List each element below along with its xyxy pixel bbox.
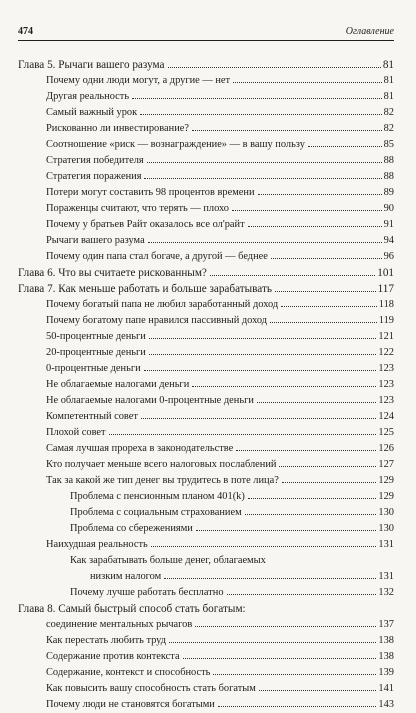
toc-entry — [18, 537, 394, 553]
toc-entry-title: Рычаги вашего разума — [46, 235, 145, 246]
toc-entry — [18, 617, 394, 633]
dot-leader — [258, 194, 382, 195]
toc-entry — [18, 201, 394, 217]
toc-entry-title: Стратегия победителя — [46, 155, 144, 166]
toc-entry-page: 89 — [383, 187, 394, 198]
toc-entry-page: 126 — [378, 443, 394, 454]
toc-entry-page: 141 — [378, 683, 394, 694]
section-title: Оглавление — [345, 26, 394, 37]
dot-leader — [236, 450, 376, 451]
toc-entry-page: 82 — [383, 123, 394, 134]
toc-entry — [18, 569, 394, 585]
toc-entry-title: 20-процентные деньги — [46, 347, 146, 358]
toc-entry — [18, 441, 394, 457]
toc-chapter — [18, 57, 394, 73]
toc-entry-title: Рискованно ли инвестирование? — [46, 123, 189, 134]
toc-entry-title: Самый важный урок — [46, 107, 138, 118]
toc-entry-page: 121 — [378, 331, 394, 342]
toc-entry — [18, 409, 394, 425]
toc-entry — [18, 89, 394, 105]
toc-entry-title: Содержание, контекст и способность — [46, 667, 211, 678]
toc-entry-page: 138 — [378, 651, 394, 662]
toc-entry-page: 101 — [377, 267, 394, 279]
toc-entry-page: 123 — [378, 395, 394, 406]
toc-entry-title: Как перестать любить труд — [46, 635, 167, 646]
toc-entry — [18, 361, 394, 377]
toc-entry — [18, 489, 394, 505]
toc-entry-page: 124 — [378, 411, 394, 422]
toc-entry-page: 123 — [378, 379, 394, 390]
toc-entry-title: Почему одни люди могут, а другие — нет — [46, 75, 231, 86]
toc-entry-title: Проблема с социальным страхованием — [70, 507, 242, 518]
dot-leader — [109, 434, 377, 435]
toc-entry-page: 117 — [377, 283, 394, 295]
dot-leader — [245, 514, 377, 515]
toc-entry — [18, 425, 394, 441]
toc-entry-title: Проблема с пенсионным планом 401(k) — [70, 491, 245, 502]
toc-entry-title: Компетентный совет — [46, 411, 138, 422]
dot-leader — [308, 146, 382, 147]
toc-entry — [18, 297, 394, 313]
toc-chapter — [18, 601, 394, 617]
toc-entry — [18, 233, 394, 249]
toc-entry — [18, 585, 394, 601]
dot-leader — [192, 130, 382, 131]
toc-entry-title: Другая реальность — [46, 91, 130, 102]
toc-entry-page: 137 — [378, 619, 394, 630]
toc-entry-page: 132 — [378, 587, 394, 598]
toc-entry-page: 123 — [378, 363, 394, 374]
dot-leader — [232, 210, 382, 211]
toc-entry-title: Так за какой же тип денег вы трудитесь в поте лица? — [46, 475, 279, 486]
toc-entry-page: 139 — [378, 667, 394, 678]
dot-leader — [279, 466, 376, 467]
dot-leader — [140, 114, 381, 115]
toc-entry-title: 50-процентные деньги — [46, 331, 146, 342]
toc-entry — [18, 377, 394, 393]
dot-leader — [259, 690, 377, 691]
toc-entry-title: Как зарабатывать больше денег, облагаемых — [70, 555, 266, 566]
dot-leader — [196, 530, 377, 531]
dot-leader — [151, 546, 377, 547]
toc-entry — [18, 73, 394, 89]
toc-entry-title: Плохой совет — [46, 427, 106, 438]
toc-entry-title: 0-процентные деньги — [46, 363, 141, 374]
toc-entry-page: 143 — [378, 699, 394, 710]
toc-chapter — [18, 281, 394, 297]
toc-entry — [18, 665, 394, 681]
dot-leader — [227, 594, 377, 595]
toc-entry — [18, 345, 394, 361]
dot-leader — [281, 306, 377, 307]
dot-leader — [248, 226, 382, 227]
dot-leader — [144, 178, 381, 179]
toc-entry-page: 125 — [378, 427, 394, 438]
toc-entry — [18, 521, 394, 537]
dot-leader — [141, 418, 376, 419]
toc-entry-title: Как повысить вашу способность стать богатым — [46, 683, 256, 694]
toc-entry-title: Соотношение «риск — вознаграждение» — в вашу пользу — [46, 139, 305, 150]
toc-entry-title: Потери могут составить 98 процентов времени — [46, 187, 255, 198]
toc-entry — [18, 249, 394, 265]
toc-entry-page: 118 — [378, 299, 394, 310]
toc-entry-title: Кто получает меньше всего налоговых послаблений — [46, 459, 277, 470]
toc-entry — [18, 105, 394, 121]
toc-entry-page: 81 — [383, 75, 394, 86]
toc-entry-title: Почему люди не становятся богатыми — [46, 699, 215, 710]
dot-leader — [218, 706, 377, 707]
dot-leader — [192, 386, 376, 387]
toc-entry — [18, 633, 394, 649]
table-of-contents — [18, 57, 394, 713]
running-header — [18, 26, 394, 37]
toc-entry-page: 88 — [383, 155, 394, 166]
toc-entry-page: 130 — [378, 507, 394, 518]
toc-entry-title: Не облагаемые налогами деньги — [46, 379, 190, 390]
dot-leader — [195, 626, 376, 627]
toc-entry — [18, 681, 394, 697]
toc-entry-title: низким налогом — [90, 571, 162, 582]
toc-entry-title: Почему один папа стал богаче, а другой — беднее — [46, 251, 268, 262]
toc-entry — [18, 217, 394, 233]
dot-leader — [275, 291, 376, 292]
toc-entry-title: Наихудшая реальность — [46, 539, 148, 550]
toc-entry — [18, 169, 394, 185]
toc-entry-page: 85 — [383, 139, 394, 150]
toc-entry-page: 130 — [378, 523, 394, 534]
toc-entry — [18, 153, 394, 169]
toc-entry-title: Глава 8. Самый быстрый способ стать богатым: — [18, 603, 246, 615]
toc-entry-page: 94 — [383, 235, 394, 246]
toc-entry-title: Проблема со сбережениями — [70, 523, 193, 534]
toc-entry-page: 131 — [378, 539, 394, 550]
dot-leader — [213, 674, 376, 675]
toc-entry-page: 81 — [382, 59, 394, 71]
toc-entry-title: Глава 5. Рычаги вашего разума — [18, 59, 165, 71]
toc-entry-title: Глава 6. Что вы считаете рискованным? — [18, 267, 207, 279]
toc-entry-title: Содержание против контекста — [46, 651, 180, 662]
dot-leader — [169, 642, 376, 643]
toc-entry-page: 129 — [378, 475, 394, 486]
toc-entry-title: Не облагаемые налогами 0-процентные деньги — [46, 395, 254, 406]
toc-entry-title: Самая лучшая прореха в законодательстве — [46, 443, 234, 454]
toc-entry — [18, 473, 394, 489]
toc-entry-title: Пораженцы считают, что терять — плохо — [46, 203, 230, 214]
toc-entry-page: 91 — [383, 219, 394, 230]
toc-entry — [18, 137, 394, 153]
toc-entry-page: 138 — [378, 635, 394, 646]
toc-chapter — [18, 265, 394, 281]
dot-leader — [233, 82, 382, 83]
dot-leader — [168, 67, 381, 68]
dot-leader — [183, 658, 377, 659]
toc-entry — [18, 553, 394, 569]
toc-entry-title: Почему у братьев Райт оказалось все ол'райт — [46, 219, 245, 230]
toc-entry-page: 88 — [383, 171, 394, 182]
toc-entry-page: 81 — [383, 91, 394, 102]
toc-entry-title: Почему богатому папе нравился пассивный доход — [46, 315, 268, 326]
toc-entry — [18, 697, 394, 713]
toc-entry-page: 122 — [378, 347, 394, 358]
toc-entry-page: 119 — [378, 315, 394, 326]
dot-leader — [271, 258, 382, 259]
dot-leader — [149, 338, 377, 339]
toc-entry — [18, 121, 394, 137]
toc-entry-title: Глава 7. Как меньше работать и больше зарабатывать — [18, 283, 272, 295]
dot-leader — [149, 354, 377, 355]
toc-entry-page: 131 — [378, 571, 394, 582]
dot-leader — [210, 275, 375, 276]
toc-entry — [18, 457, 394, 473]
dot-leader — [257, 402, 377, 403]
dot-leader — [248, 498, 377, 499]
toc-entry-page: 96 — [383, 251, 394, 262]
dot-leader — [148, 242, 382, 243]
toc-entry-page: 82 — [383, 107, 394, 118]
dot-leader — [164, 578, 376, 579]
dot-leader — [144, 370, 377, 371]
toc-entry — [18, 329, 394, 345]
toc-entry — [18, 505, 394, 521]
dot-leader — [282, 482, 377, 483]
toc-entry-page: 127 — [378, 459, 394, 470]
toc-entry-title: Стратегия поражения — [46, 171, 142, 182]
toc-entry — [18, 649, 394, 665]
toc-entry-title: Почему богатый папа не любил заработанный доход — [46, 299, 279, 310]
toc-entry-page: 129 — [378, 491, 394, 502]
toc-entry — [18, 393, 394, 409]
toc-entry — [18, 313, 394, 329]
dot-leader — [132, 98, 382, 99]
toc-entry — [18, 185, 394, 201]
toc-entry-title: Почему лучше работать бесплатно — [70, 587, 224, 598]
toc-entry-title: соединение ментальных рычагов — [46, 619, 193, 630]
dot-leader — [270, 322, 377, 323]
dot-leader — [147, 162, 382, 163]
toc-entry-page: 90 — [383, 203, 394, 214]
page-number: 474 — [18, 26, 33, 37]
header-rule — [18, 40, 394, 41]
